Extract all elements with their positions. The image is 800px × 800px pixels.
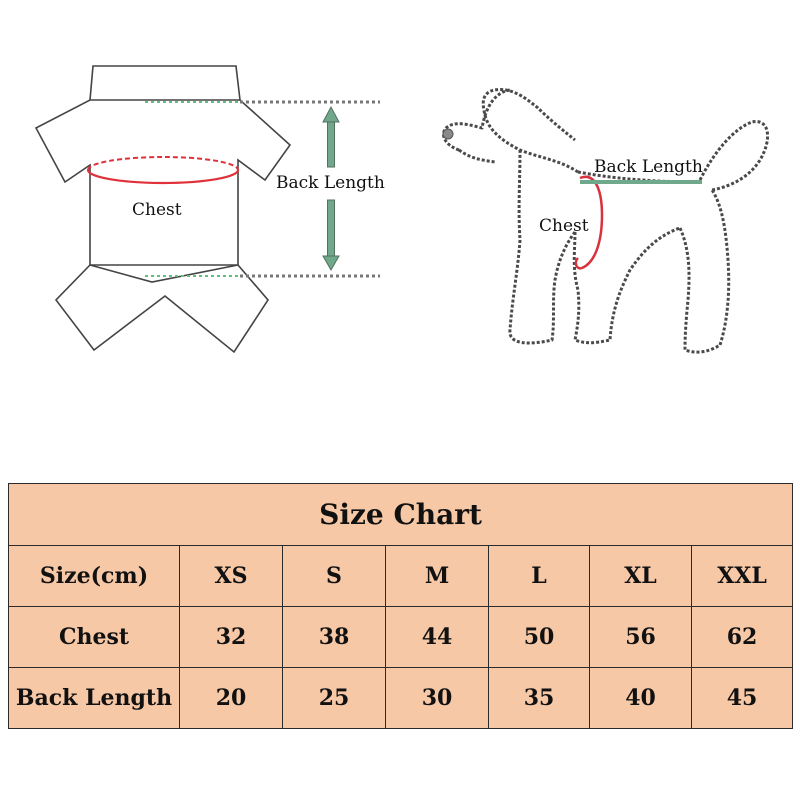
size-chart-title-row: [9, 484, 793, 546]
size-chart-row-chest: [9, 607, 793, 668]
header-cell: L: [489, 546, 590, 607]
size-chart-title: Size Chart: [9, 484, 793, 546]
header-cell: S: [283, 546, 386, 607]
table-cell: 45: [692, 668, 793, 729]
header-cell: XXL: [692, 546, 793, 607]
dog-tail: [700, 122, 768, 190]
size-chart-table: [8, 483, 793, 729]
table-cell: 35: [489, 668, 590, 729]
dog-back-length-label: Back Length: [594, 157, 703, 177]
garment-chest-marker: [88, 157, 238, 183]
dog-illustration: [444, 90, 768, 353]
table-cell: 20: [180, 668, 283, 729]
garment-legs: [56, 265, 268, 352]
dog-head: [444, 90, 510, 150]
row-label: Back Length: [9, 668, 180, 729]
table-cell: 30: [386, 668, 489, 729]
garment-collar: [90, 66, 240, 100]
table-cell: 56: [590, 607, 692, 668]
size-chart-row-back-length: [9, 668, 793, 729]
header-cell: M: [386, 546, 489, 607]
table-cell: 38: [283, 607, 386, 668]
header-cell: XS: [180, 546, 283, 607]
table-cell: 32: [180, 607, 283, 668]
size-chart-header-row: [9, 546, 793, 607]
table-cell: 50: [489, 607, 590, 668]
header-cell: XL: [590, 546, 692, 607]
header-cell: Size(cm): [9, 546, 180, 607]
table-cell: 40: [590, 668, 692, 729]
garment-back-length-label: Back Length: [276, 173, 385, 193]
garment-chest-label: Chest: [132, 200, 182, 220]
dog-chest-label: Chest: [539, 216, 589, 236]
row-label: Chest: [9, 607, 180, 668]
dog-nose: [443, 129, 453, 139]
table-cell: 44: [386, 607, 489, 668]
table-cell: 62: [692, 607, 793, 668]
dog-body: [459, 90, 729, 353]
table-cell: 25: [283, 668, 386, 729]
